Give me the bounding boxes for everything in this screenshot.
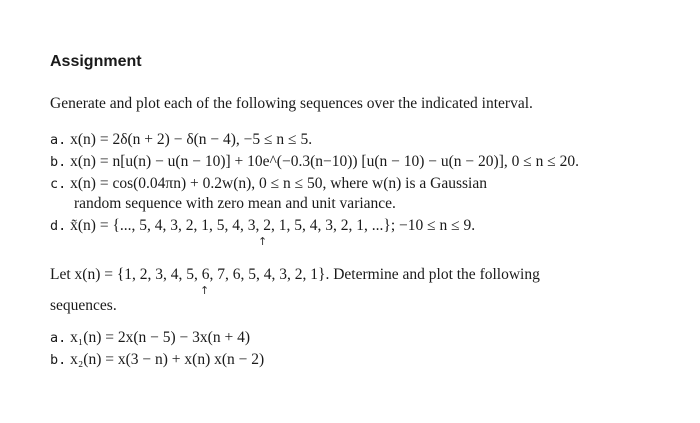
item-marker: a.	[50, 330, 67, 346]
problem-1d-text: x̃(n) = {..., 5, 4, 3, 2, 1, 5, 4, 3, 2, 1, 5, 4, 3, 2, 1, ...}; −10 ≤ n ≤ 9.	[70, 217, 476, 234]
let-statement-continuation: sequences.	[50, 297, 117, 314]
let-statement: Let x(n) = {1, 2, 3, 4, 5, 6, 7, 6, 5, 4, 3, 2, 1}. Determine and plot the following	[50, 266, 540, 283]
intro-text: Generate and plot each of the following sequences over the indicated interval.	[50, 95, 533, 112]
problem-2b-text: x₂(n) = x(3 − n) + x(n) x(n − 2)	[70, 351, 265, 368]
problem-1c	[50, 175, 487, 193]
problem-1c-continuation: random sequence with zero mean and unit variance.	[74, 195, 396, 212]
problem-1d	[50, 217, 475, 235]
item-marker: c.	[50, 176, 67, 192]
problem-1a-text: x(n) = 2δ(n + 2) − δ(n − 4), −5 ≤ n ≤ 5.	[70, 131, 313, 148]
problem-2a-text: x₁(n) = 2x(n − 5) − 3x(n + 4)	[70, 329, 250, 346]
origin-arrow-icon: ↑	[258, 235, 268, 248]
item-marker: d.	[50, 218, 67, 234]
origin-arrow-icon: ↑	[200, 284, 210, 297]
problem-2a	[50, 329, 250, 347]
item-marker: a.	[50, 132, 67, 148]
problem-1a	[50, 131, 312, 149]
assignment-heading: Assignment	[50, 53, 142, 70]
problem-1b-text: x(n) = n[u(n) − u(n − 10)] + 10e^(−0.3(n−10)) [u(n − 10) − u(n − 20)], 0 ≤ n ≤ 20.	[70, 153, 580, 170]
item-marker: b.	[50, 352, 67, 368]
item-marker: b.	[50, 154, 67, 170]
problem-1b	[50, 153, 579, 171]
problem-1c-text: x(n) = cos(0.04πn) + 0.2w(n), 0 ≤ n ≤ 50, where w(n) is a Gaussian	[70, 175, 487, 192]
problem-2b	[50, 351, 264, 369]
